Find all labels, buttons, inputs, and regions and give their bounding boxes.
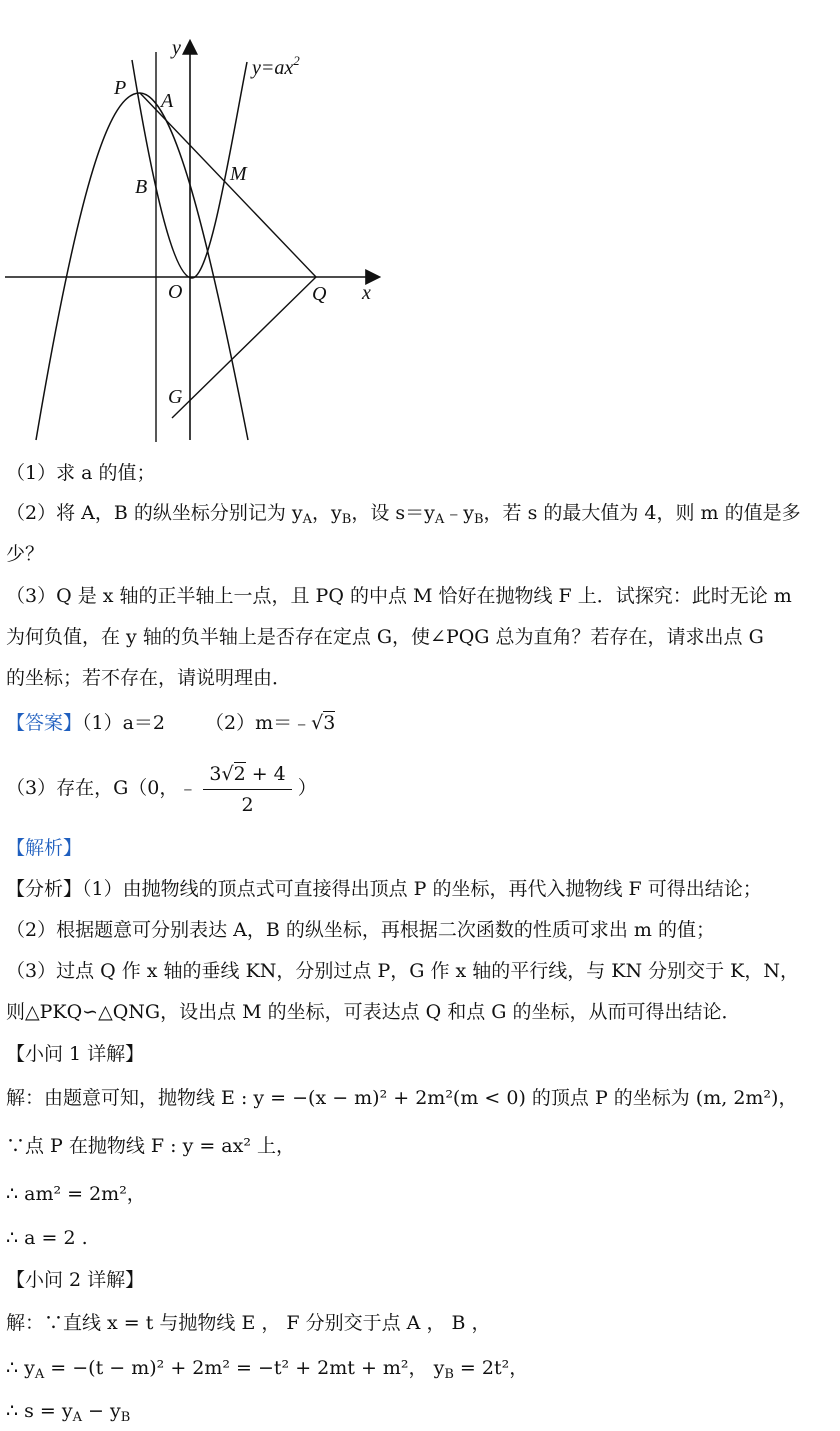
label-A: A bbox=[161, 90, 174, 112]
parabola-E bbox=[36, 93, 248, 440]
analysis-3: （3）过点 Q 作 x 轴的垂线 KN，分别过点 P，G 作 x 轴的平行线，与 KN 分别交于 K，N， bbox=[6, 960, 799, 982]
label-G: G bbox=[168, 386, 183, 408]
question-1: （1）求 a 的值； bbox=[6, 462, 156, 484]
solution-2-line3: ∴ $s = y_A - y_B$ bbox=[6, 1400, 131, 1425]
label-Q: Q bbox=[312, 283, 327, 305]
label-B: B bbox=[135, 176, 148, 198]
analysis-4: 则△PKQ∽△QNG，设出点 M 的坐标，可表达点 Q 和点 G 的坐标，从而可得出结论． bbox=[6, 1001, 741, 1023]
label-O: O bbox=[168, 281, 183, 303]
label-curve: $y=ax^2$ bbox=[252, 53, 300, 79]
segment-QG bbox=[172, 277, 316, 418]
heading-part-1: 【小问 1 详解】 bbox=[6, 1043, 145, 1065]
label-x: x bbox=[362, 282, 371, 304]
question-3-line2: 为何负值，在 y 轴的负半轴上是否存在定点 G，使∠PQG 总为直角？若存在，请求出点 G bbox=[6, 626, 764, 648]
function-graph bbox=[0, 0, 400, 450]
answer-line: 【答案】（1）a＝2 （2）m＝﹣√3 bbox=[6, 712, 336, 734]
analysis-tag: 【解析】 bbox=[6, 837, 83, 859]
solution-1-line4: ∴ a = 2 . bbox=[6, 1227, 88, 1249]
question-2-cont: 少？ bbox=[6, 543, 45, 565]
solution-2-line1: 解：∵直线 x = t 与抛物线 E ， F 分别交于点 A ， B ， bbox=[6, 1312, 491, 1334]
analysis-2: （2）根据题意可分别表达 A，B 的纵坐标，再根据二次函数的性质可求出 m 的值； bbox=[6, 919, 715, 941]
solution-2-line2: ∴ $y_A = -(t - m)^2 + 2m^2 = -t^2 + 2mt + m^2$， $y_B = 2t^2$， bbox=[6, 1357, 529, 1382]
segment-PQ bbox=[140, 93, 316, 277]
solution-1-line1: 解：由题意可知，抛物线 E : y = −(x − m)² + 2m²(m < 0) 的顶点 P 的坐标为 (m, 2m²)， bbox=[6, 1087, 798, 1109]
answer-tag: 【答案】 bbox=[6, 712, 83, 734]
label-y: y bbox=[172, 37, 181, 59]
question-3-line3: 的坐标；若不存在，请说明理由． bbox=[6, 667, 292, 689]
heading-part-2: 【小问 2 详解】 bbox=[6, 1269, 145, 1291]
label-P: P bbox=[114, 77, 127, 99]
fraction-G: $\frac{3√2 + 4}{2}$ bbox=[203, 759, 291, 820]
question-3-line1: （3）Q 是 x 轴的正半轴上一点，且 PQ 的中点 M 恰好在抛物线 F 上．试探究：此时无论 m bbox=[6, 585, 792, 607]
question-2: （2）将 A，B 的纵坐标分别记为 $y_A$，$y_B$，设 $s=y_A﹣y_B$，若 s 的最大值为 4，则 m 的值是多 bbox=[6, 502, 801, 527]
solution-1-line3: ∴ am² = 2m²， bbox=[6, 1183, 146, 1205]
analysis-1: 【分析】（1）由抛物线的顶点式可直接得出顶点 P 的坐标，再代入抛物线 F 可得出结论； bbox=[6, 878, 762, 900]
sqrt-3: √3 bbox=[311, 712, 336, 734]
solution-1-line2: ∵点 P 在抛物线 F : y = ax² 上， bbox=[6, 1135, 295, 1157]
answer-3: （3）存在，G（0，﹣ $\frac{3√2 + 4}{2}$ ） bbox=[6, 758, 317, 820]
label-M: M bbox=[230, 163, 247, 185]
